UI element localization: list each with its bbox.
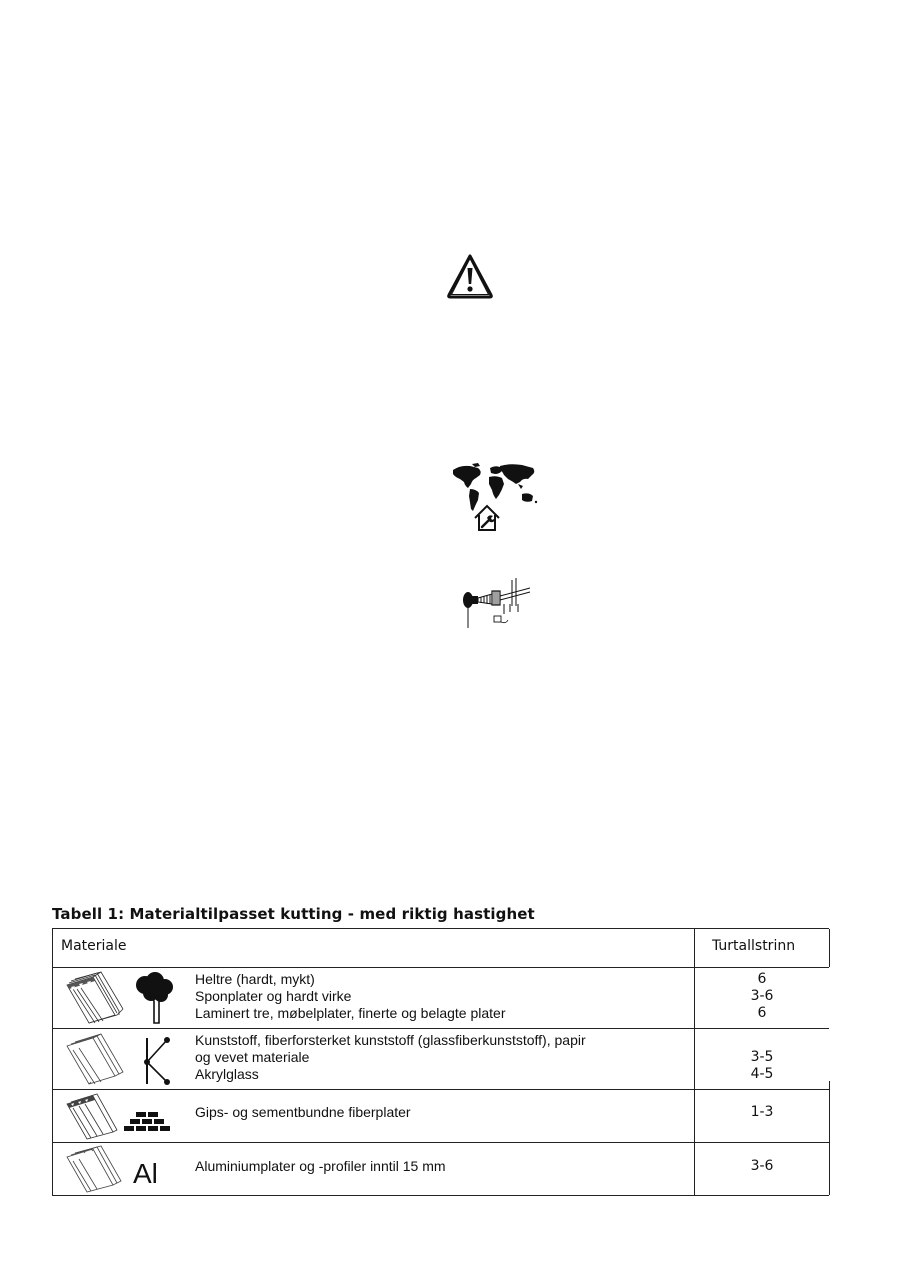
table-row bbox=[53, 967, 829, 1028]
material-line: Sponplater og hardt virke bbox=[195, 988, 352, 1004]
speed-value: 6 bbox=[757, 971, 767, 987]
speed-value: 3-6 bbox=[750, 1158, 774, 1174]
plastic-icon bbox=[63, 1032, 178, 1086]
table-row bbox=[53, 1089, 829, 1142]
table-border bbox=[829, 929, 830, 967]
brick-icon bbox=[63, 1092, 178, 1140]
speed-value: 1-3 bbox=[750, 1104, 774, 1120]
table-row bbox=[53, 1142, 829, 1197]
material-line: og vevet materiale bbox=[195, 1049, 310, 1065]
row-description bbox=[195, 1104, 411, 1121]
world-service-icon bbox=[450, 462, 540, 532]
row-speed-values bbox=[694, 1104, 830, 1121]
speed-value: 3-5 bbox=[750, 1049, 774, 1065]
row-description bbox=[195, 1032, 586, 1083]
material-line: Kunststoff, fiberforsterket kunststoff (glassfiberkunststoff), papir bbox=[195, 1032, 586, 1048]
speed-value: 6 bbox=[757, 1005, 767, 1021]
speed-value: 3-6 bbox=[750, 988, 774, 1004]
speed-value: 4-5 bbox=[750, 1066, 774, 1082]
wood-tree-icon bbox=[63, 971, 178, 1025]
jigsaw-blade-mount-icon bbox=[458, 574, 532, 630]
aluminium-label: Al bbox=[133, 1158, 158, 1189]
table-row bbox=[53, 1028, 829, 1089]
row-speed-values bbox=[694, 1049, 830, 1083]
row-speed-values bbox=[694, 971, 830, 1022]
aluminium-icon bbox=[63, 1145, 178, 1193]
material-line: Akrylglass bbox=[195, 1066, 259, 1082]
table-border bbox=[829, 1081, 830, 1195]
row-description bbox=[195, 1158, 446, 1175]
material-speed-table bbox=[52, 928, 829, 1196]
header-speed: Turtallstrinn bbox=[712, 938, 796, 954]
row-speed-values bbox=[694, 1158, 830, 1175]
material-line: Aluminiumplater og -profiler inntil 15 mm bbox=[195, 1158, 446, 1174]
table-title: Tabell 1: Materialtilpasset kutting - med riktig hastighet bbox=[52, 905, 535, 923]
material-line: Gips- og sementbundne fiberplater bbox=[195, 1104, 411, 1120]
material-line: Laminert tre, møbelplater, finerte og belagte plater bbox=[195, 1005, 506, 1021]
header-material: Materiale bbox=[61, 938, 127, 954]
warning-triangle-icon bbox=[446, 252, 494, 300]
material-line: Heltre (hardt, mykt) bbox=[195, 971, 315, 987]
row-description bbox=[195, 971, 506, 1022]
